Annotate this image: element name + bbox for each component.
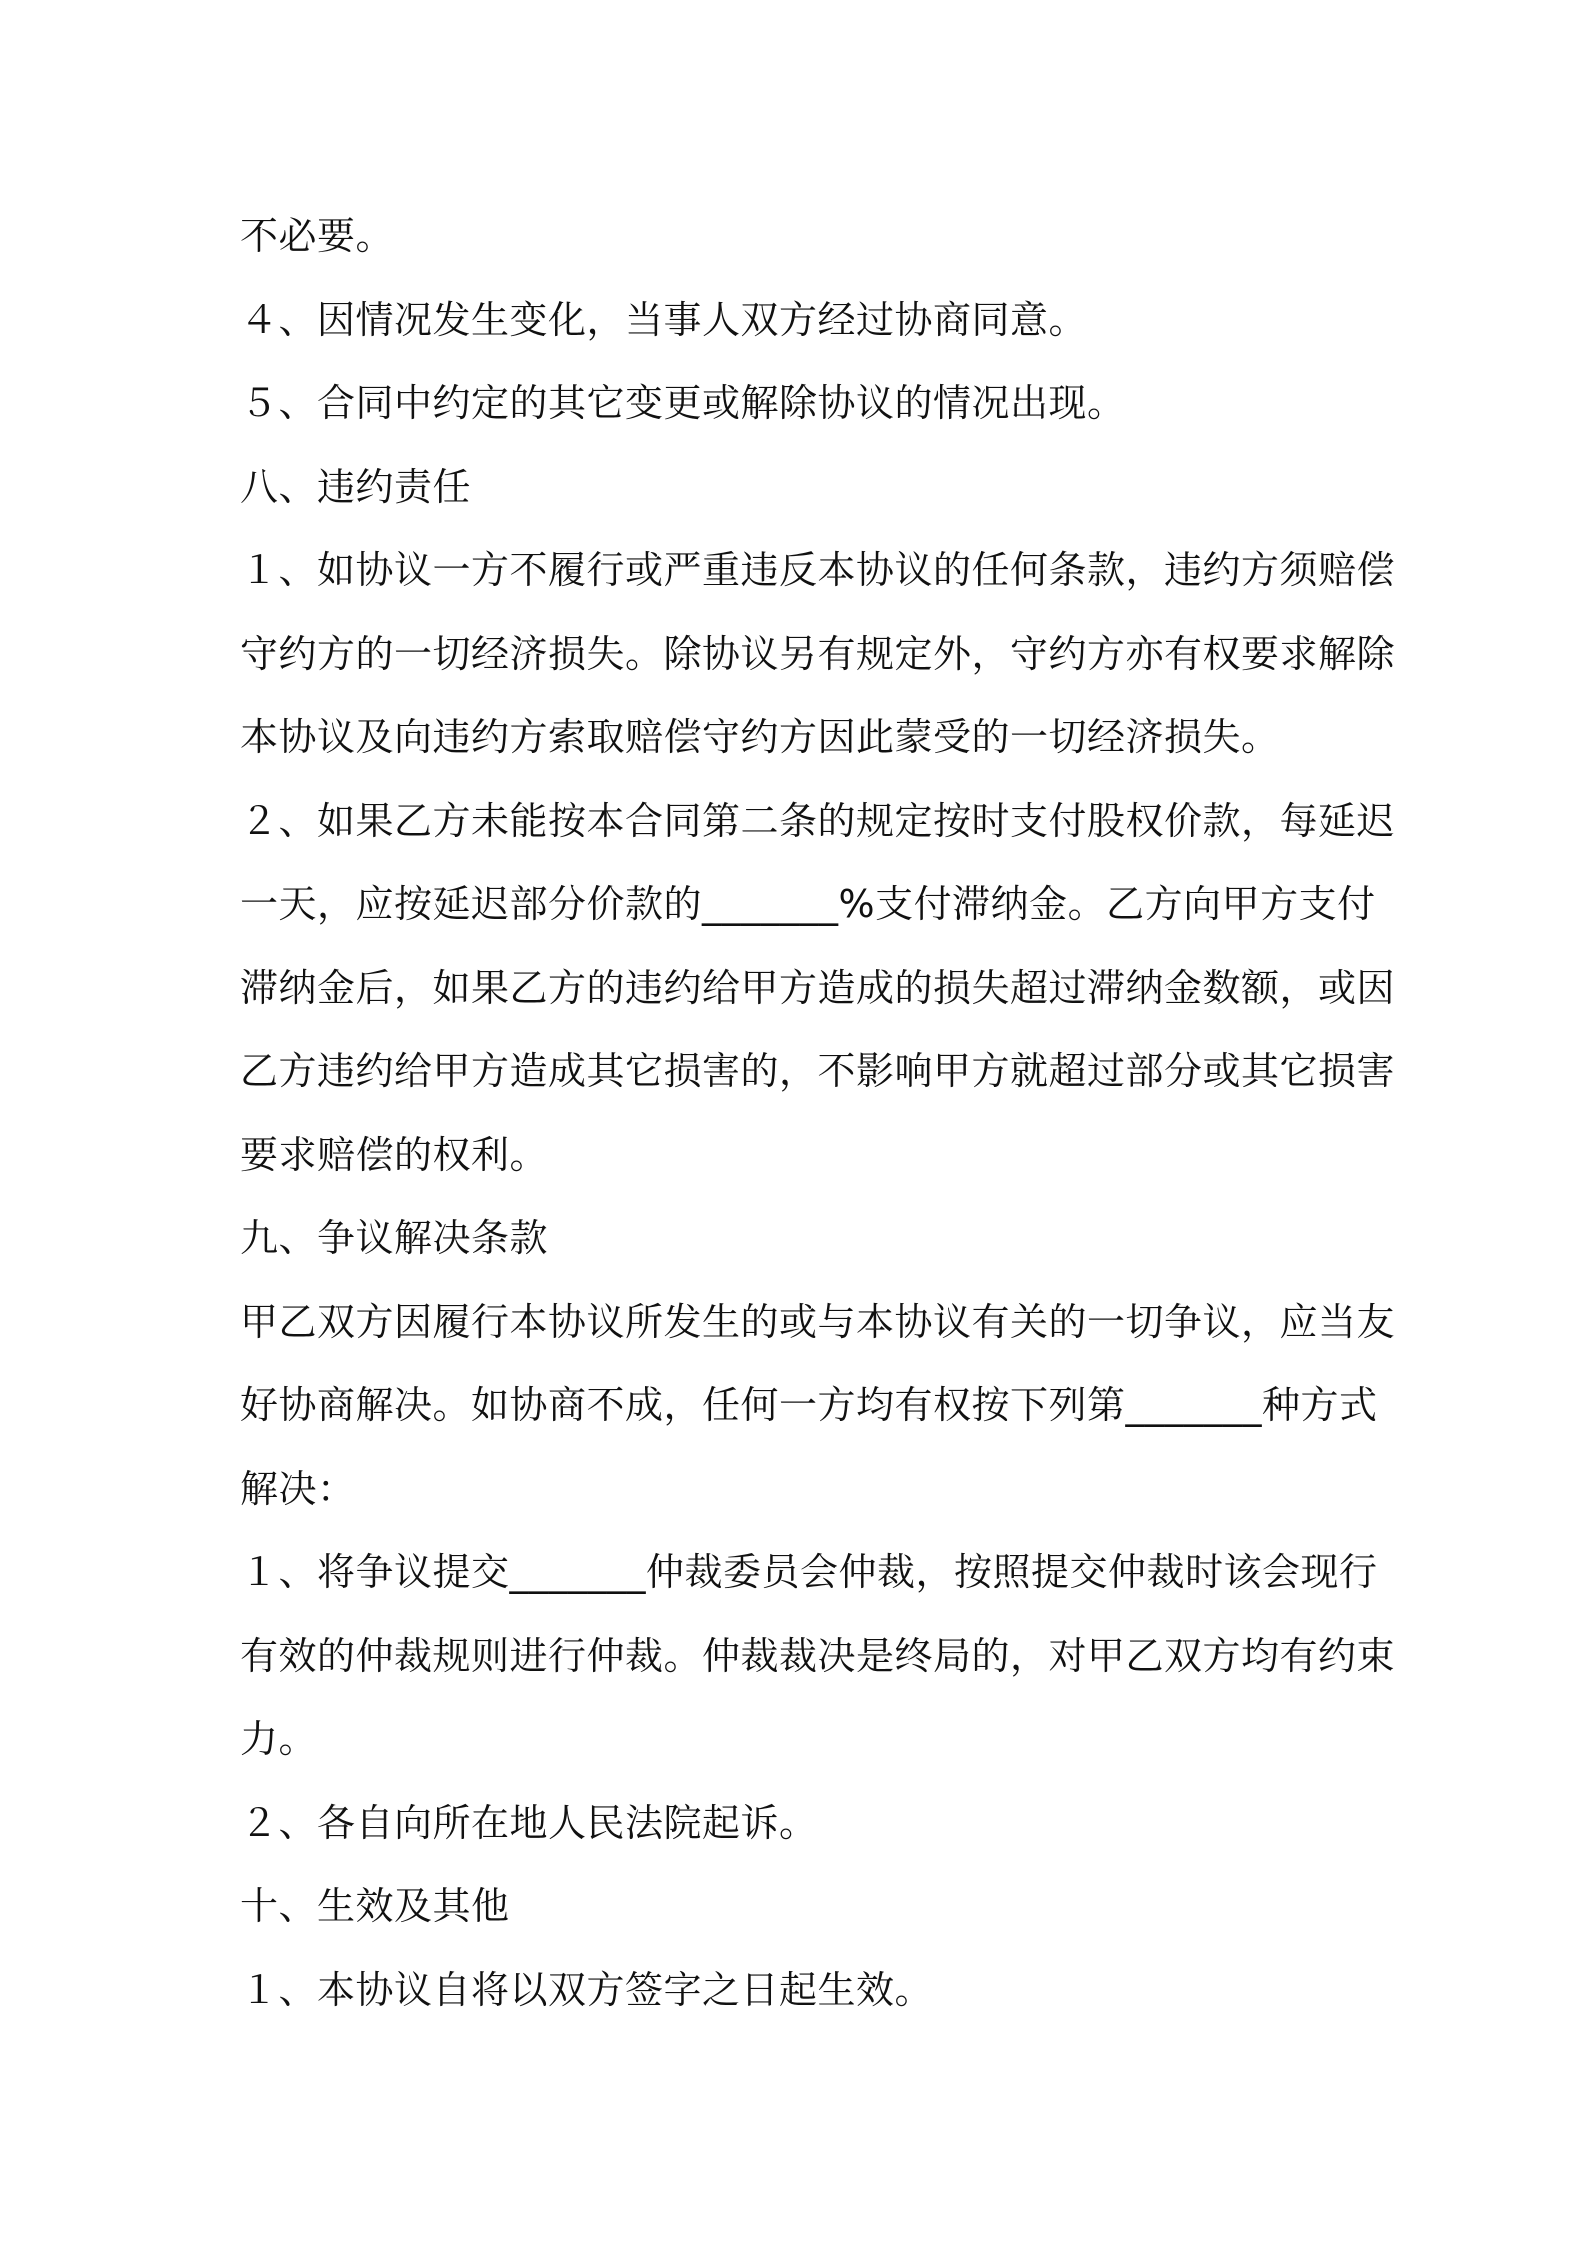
text-line: 解决： — [240, 1466, 356, 1511]
clause-8-1: １、如协议一方不履行或严重违反本协议的任何条款，违约方须赔偿 — [240, 548, 1396, 592]
document-page — [240, 195, 1396, 2032]
text-line: 好协商解决。如协商不成，任何一方均有权按下列第_______种方式 — [240, 1383, 1378, 1427]
text-line: 力。 — [240, 1717, 318, 1761]
section-heading-8: 八、违约责任 — [240, 464, 472, 509]
text-line: 不必要。 — [240, 214, 395, 258]
clause-9-2: ２、各自向所在地人民法院起诉。 — [240, 1800, 818, 1845]
clause-7-4: ４、因情况发生变化，当事人双方经过协商同意。 — [240, 297, 1088, 342]
text-line: 守约方的一切经济损失。除协议另有规定外，守约方亦有权要求解除 — [240, 631, 1396, 676]
text-line: 有效的仲裁规则进行仲裁。仲裁裁决是终局的，对甲乙双方均有约束 — [240, 1633, 1396, 1678]
section-heading-9: 九、争议解决条款 — [240, 1216, 549, 1260]
section-heading-10: 十、生效及其他 — [240, 1884, 510, 1928]
text-line: 甲乙双方因履行本协议所发生的或与本协议有关的一切争议，应当友 — [240, 1299, 1396, 1344]
text-line: 要求赔偿的权利。 — [240, 1132, 549, 1177]
clause-7-5: ５、合同中约定的其它变更或解除协议的情况出现。 — [240, 381, 1126, 425]
text-line: 本协议及向违约方索取赔偿守约方因此蒙受的一切经济损失。 — [240, 715, 1280, 759]
clause-10-1: １、本协议自将以双方签字之日起生效。 — [240, 1967, 934, 2012]
clause-8-2: ２、如果乙方未能按本合同第二条的规定按时支付股权价款，每延迟 — [240, 798, 1396, 843]
text-line: 一天，应按延迟部分价款的_______%支付滞纳金。乙方向甲方支付 — [240, 882, 1376, 926]
clause-9-1: １、将争议提交_______仲裁委员会仲裁，按照提交仲裁时该会现行 — [240, 1550, 1378, 1594]
text-line: 滞纳金后，如果乙方的违约给甲方造成的损失超过滞纳金数额，或因 — [240, 965, 1396, 1010]
text-line: 乙方违约给甲方造成其它损害的，不影响甲方就超过部分或其它损害 — [240, 1049, 1396, 1093]
